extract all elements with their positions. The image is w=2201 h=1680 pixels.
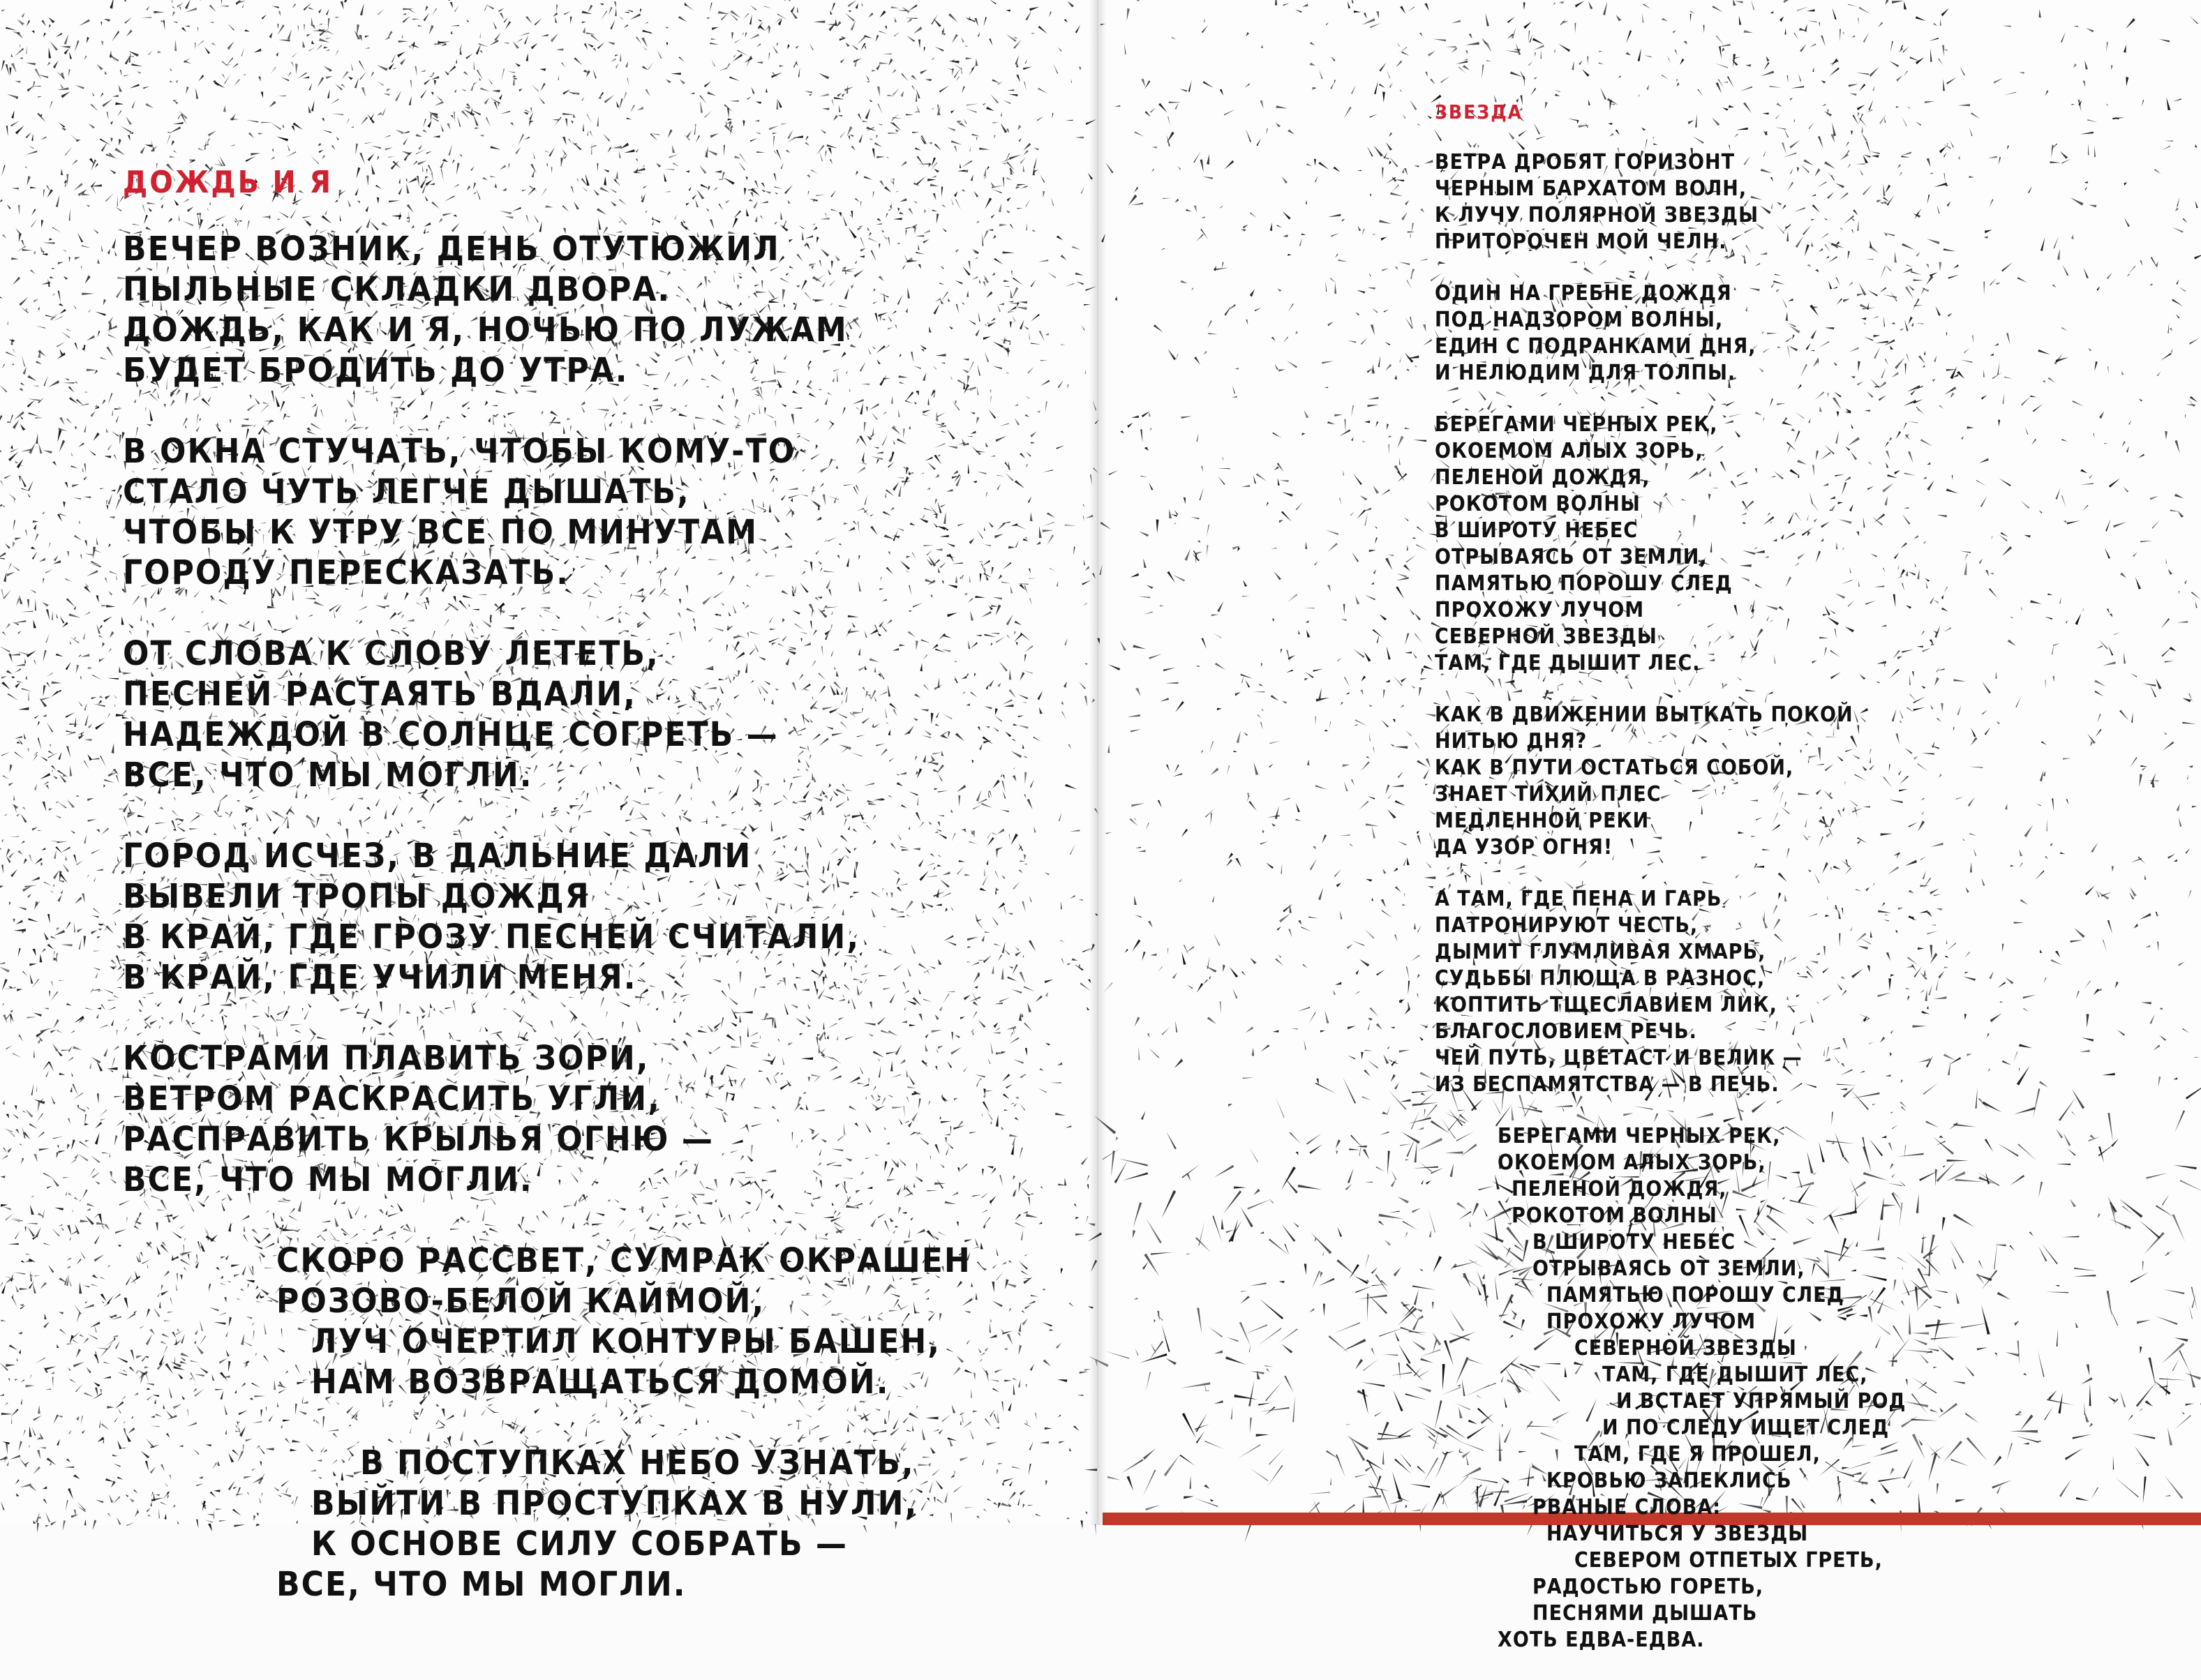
poem-line: ВЕТРА ДРОБЯТ ГОРИЗОНТ	[1435, 149, 2133, 176]
poem-line: КОПТИТЬ ТЩЕСЛАВИЕМ ЛИК,	[1435, 992, 2133, 1019]
poem-line: СТАЛО ЧУТЬ ЛЕГЧЕ ДЫШАТЬ,	[123, 472, 1105, 512]
left-poem	[123, 140, 1086, 1631]
poem-line: ВСЕ, ЧТО МЫ МОГЛИ.	[123, 1160, 1105, 1200]
right-page	[1097, 0, 2201, 1525]
poem-line: ТАМ, ГДЕ ДЫШИТ ЛЕС,	[1602, 1362, 2133, 1388]
stanza-gap	[1435, 677, 2133, 702]
poem-line: ПРИТОРОЧЕН МОЙ ЧЕЛН.	[1435, 229, 2133, 255]
poem-line: КАК В ДВИЖЕНИИ ВЫТКАТЬ ПОКОЙ	[1435, 702, 2133, 728]
poem-line: РОЗОВО-БЕЛОЙ КАЙМОЙ,	[276, 1281, 1102, 1321]
poem-line: ПРОХОЖУ ЛУЧОМ	[1435, 597, 2133, 624]
stanza-gap	[1435, 1098, 2133, 1123]
poem-line: БЕРЕГАМИ ЧЕРНЫХ РЕК,	[1435, 412, 2133, 438]
poem-line: В КРАЙ, ГДЕ УЧИЛИ МЕНЯ.	[123, 957, 1105, 998]
poem-line: ВЫЙТИ В ПРОСТУПКАХ В НУЛИ,	[311, 1483, 1101, 1524]
poem-line: ДА УЗОР ОГНЯ!	[1435, 834, 2133, 861]
poem-line: ОТРЫВАЯСЬ ОТ ЗЕМЛИ,	[1435, 544, 2133, 571]
poem-line: ГОРОДУ ПЕРЕСКАЗАТЬ.	[123, 553, 1105, 593]
poem-line: ДЫМИТ ГЛУМЛИВАЯ ХМАРЬ,	[1435, 939, 2133, 966]
poem-line: ПЕЛЕНОЙ ДОЖДЯ,	[1435, 465, 2133, 491]
left-poem-title: ДОЖДЬ И Я	[123, 166, 1086, 200]
poem-line: ОТ СЛОВА К СЛОВУ ЛЕТЕТЬ,	[123, 633, 1105, 674]
poem-line: ПЕЛЕНОЙ ДОЖДЯ,	[1512, 1176, 2133, 1203]
stanza-gap	[1435, 255, 2133, 280]
poem-line: НАМ ВОЗВРАЩАТЬСЯ ДОМОЙ.	[311, 1362, 1101, 1402]
poem-line: СКОРО РАССВЕТ, СУМРАК ОКРАШЕН	[276, 1240, 1102, 1281]
poem-line: ЕДИН С ПОДРАНКАМИ ДНЯ,	[1435, 333, 2133, 360]
poem-line: СЕВЕРНОЙ ЗВЕЗДЫ	[1435, 624, 2133, 650]
poem-line: НАУЧИТЬСЯ У ЗВЕЗДЫ	[1546, 1521, 2133, 1547]
poem-line: В ШИРОТУ НЕБЕС	[1435, 518, 2133, 544]
poem-line: РОКОТОМ ВОЛНЫ	[1435, 491, 2133, 518]
stanza-gap	[123, 795, 1086, 836]
poem-line: ВЕЧЕР ВОЗНИК, ДЕНЬ ОТУТЮЖИЛ	[123, 229, 1105, 269]
poem-line: ПАТРОНИРУЮТ ЧЕСТЬ,	[1435, 913, 2133, 939]
stanza-gap	[123, 593, 1086, 633]
poem-line: НАДЕЖДОЙ В СОЛНЦЕ СОГРЕТЬ —	[123, 714, 1105, 755]
poem-line: В ОКНА СТУЧАТЬ, ЧТОБЫ КОМУ-ТО	[123, 431, 1105, 472]
poem-line: КОСТРАМИ ПЛАВИТЬ ЗОРИ,	[123, 1038, 1105, 1079]
poem-line: ИЗ БЕСПАМЯТСТВА — В ПЕЧЬ.	[1435, 1072, 2133, 1098]
poem-line: ПОД НАДЗОРОМ ВОЛНЫ,	[1435, 307, 2133, 333]
poem-line: БЕРЕГАМИ ЧЕРНЫХ РЕК,	[1498, 1123, 2133, 1150]
poem-line: К ЛУЧУ ПОЛЯРНОЙ ЗВЕЗДЫ	[1435, 202, 2133, 229]
poem-line: РАСПРАВИТЬ КРЫЛЬЯ ОГНЮ —	[123, 1119, 1105, 1160]
poem-line: БЛАГОСЛОВИЕМ РЕЧЬ.	[1435, 1019, 2133, 1045]
poem-line: РВАНЫЕ СЛОВА:	[1532, 1494, 2133, 1521]
poem-line: ПАМЯТЬЮ ПОРОШУ СЛЕД	[1546, 1282, 2133, 1309]
poem-line: ВСЕ, ЧТО МЫ МОГЛИ.	[123, 755, 1105, 795]
poem-line: В ШИРОТУ НЕБЕС	[1532, 1229, 2133, 1256]
poem-line: ЛУЧ ОЧЕРТИЛ КОНТУРЫ БАШЕН,	[311, 1321, 1101, 1362]
poem-line: ВЕТРОМ РАСКРАСИТЬ УГЛИ,	[123, 1079, 1105, 1119]
stanza-gap	[1435, 387, 2133, 412]
poem-line: МЕДЛЕННОЙ РЕКИ	[1435, 808, 2133, 834]
poem-line: ТАМ, ГДЕ Я ПРОШЕЛ,	[1574, 1441, 2133, 1468]
poem-line: ОКОЕМОМ АЛЫХ ЗОРЬ,	[1435, 438, 2133, 465]
poem-line: ЧЕРНЫМ БАРХАТОМ ВОЛН,	[1435, 176, 2133, 202]
poem-line: И ПО СЛЕДУ ИЩЕТ СЛЕД	[1602, 1415, 2133, 1441]
poem-line: И НЕЛЮДИМ ДЛЯ ТОЛПЫ.	[1435, 360, 2133, 387]
poem-line: КРОВЬЮ ЗАПЕКЛИСЬ	[1546, 1468, 2133, 1494]
poem-line: СЕВЕРНОЙ ЗВЕЗДЫ	[1574, 1335, 2133, 1362]
poem-line: ГОРОД ИСЧЕЗ, В ДАЛЬНИЕ ДАЛИ	[123, 836, 1105, 876]
poem-line: СУДЬБЫ ПЛЮЩА В РАЗНОС,	[1435, 966, 2133, 992]
left-poem-body	[123, 229, 1086, 1605]
stanza-gap	[123, 998, 1086, 1038]
poem-line: ОТРЫВАЯСЬ ОТ ЗЕМЛИ,	[1532, 1256, 2133, 1282]
poem-line: ПЕСНЕЙ РАСТАЯТЬ ВДАЛИ,	[123, 674, 1105, 714]
right-poem-title: ЗВЕЗДА	[1435, 102, 2133, 123]
poem-line: ЗНАЕТ ТИХИЙ ПЛЕС	[1435, 781, 2133, 808]
stanza-gap	[1435, 861, 2133, 886]
poem-line: И ВСТАЕТ УПРЯМЫЙ РОД	[1616, 1388, 2133, 1415]
poem-line: ОКОЕМОМ АЛЫХ ЗОРЬ,	[1498, 1150, 2133, 1176]
poem-line: СЕВЕРОМ ОТПЕТЫХ ГРЕТЬ,	[1574, 1547, 2133, 1574]
poem-line: ВЫВЕЛИ ТРОПЫ ДОЖДЯ	[123, 876, 1105, 917]
poem-line: ПЫЛЬНЫЕ СКЛАДКИ ДВОРА.	[123, 269, 1105, 310]
poem-line: КАК В ПУТИ ОСТАТЬСЯ СОБОЙ,	[1435, 755, 2133, 781]
poem-line: БУДЕТ БРОДИТЬ ДО УТРА.	[123, 350, 1105, 391]
stanza-gap	[123, 1402, 1086, 1443]
poem-line: ДОЖДЬ, КАК И Я, НОЧЬЮ ПО ЛУЖАМ	[123, 310, 1105, 350]
poem-line: ЧЕЙ ПУТЬ, ЦВЕТАСТ И ВЕЛИК —	[1435, 1045, 2133, 1072]
poem-line: РОКОТОМ ВОЛНЫ	[1512, 1203, 2133, 1229]
poem-line: ПРОХОЖУ ЛУЧОМ	[1546, 1309, 2133, 1335]
stanza-gap	[123, 1200, 1086, 1240]
poem-line: НИТЬЮ ДНЯ?	[1435, 728, 2133, 755]
poem-line: ПЕСНЯМИ ДЫШАТЬ	[1532, 1600, 2133, 1627]
poem-line: РАДОСТЬЮ ГОРЕТЬ,	[1532, 1574, 2133, 1600]
right-poem	[1435, 75, 2133, 1680]
poem-line: К ОСНОВЕ СИЛУ СОБРАТЬ —	[311, 1524, 1101, 1564]
poem-line: ОДИН НА ГРЕБНЕ ДОЖДЯ	[1435, 280, 2133, 307]
right-poem-body	[1435, 149, 2133, 1653]
poem-line: ТАМ, ГДЕ ДЫШИТ ЛЕС.	[1435, 650, 2133, 677]
poem-line: В ПОСТУПКАХ НЕБО УЗНАТЬ,	[360, 1443, 1100, 1483]
poem-line: ХОТЬ ЕДВА-ЕДВА.	[1498, 1627, 2133, 1653]
poem-line: ЧТОБЫ К УТРУ ВСЕ ПО МИНУТАМ	[123, 512, 1105, 553]
poem-line: ПАМЯТЬЮ ПОРОШУ СЛЕД	[1435, 571, 2133, 597]
stanza-gap	[123, 391, 1086, 431]
poem-line: А ТАМ, ГДЕ ПЕНА И ГАРЬ	[1435, 886, 2133, 913]
left-page	[0, 0, 1097, 1525]
poem-line: ВСЕ, ЧТО МЫ МОГЛИ.	[276, 1564, 1102, 1605]
poem-line: В КРАЙ, ГДЕ ГРОЗУ ПЕСНЕЙ СЧИТАЛИ,	[123, 917, 1105, 957]
